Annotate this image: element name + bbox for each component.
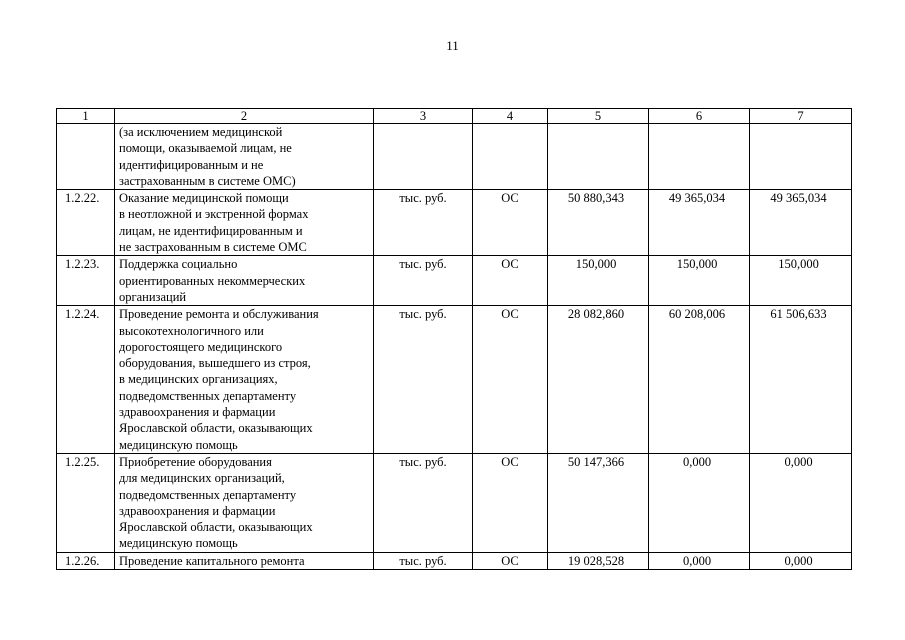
row-value-col5: 50 147,366 — [548, 453, 649, 552]
row-name-line: ориентированных некоммерческих — [119, 273, 306, 288]
row-value-col5: 28 082,860 — [548, 306, 649, 454]
column-header: 6 — [649, 109, 750, 124]
column-header: 4 — [473, 109, 548, 124]
row-value-col6 — [649, 124, 750, 190]
row-value-col6: 60 208,006 — [649, 306, 750, 454]
row-value-col7: 0,000 — [750, 453, 852, 552]
row-name-line: идентифицированным и не — [119, 157, 264, 172]
row-name — [115, 190, 374, 256]
row-name — [115, 453, 374, 552]
row-name-line: Ярославской области, оказывающих — [119, 520, 313, 535]
row-source: ОС — [473, 552, 548, 569]
row-number: 1.2.24. — [57, 306, 115, 454]
row-name-line: Оказание медицинской помощи — [119, 191, 289, 206]
data-table — [56, 108, 852, 570]
row-unit — [374, 124, 473, 190]
row-name-line: медицинскую помощь — [119, 536, 238, 551]
table-row — [57, 190, 852, 256]
row-name-line: оборудования, вышедшего из строя, — [119, 356, 311, 371]
row-name-line: Проведение ремонта и обслуживания — [119, 307, 319, 322]
row-name — [115, 124, 374, 190]
row-name-line: для медицинских организаций, — [119, 471, 285, 486]
row-value-col7: 0,000 — [750, 552, 852, 569]
table-row — [57, 552, 852, 569]
row-name-line: помощи, оказываемой лицам, не — [119, 141, 292, 156]
column-header: 2 — [115, 109, 374, 124]
row-name-line: не застрахованным в системе ОМС — [119, 240, 307, 255]
row-value-col5: 19 028,528 — [548, 552, 649, 569]
row-name-line: медицинскую помощь — [119, 437, 238, 452]
table-row — [57, 306, 852, 454]
row-name — [115, 552, 374, 569]
column-header: 7 — [750, 109, 852, 124]
row-name-line: дорогостоящего медицинского — [119, 339, 283, 354]
column-header: 3 — [374, 109, 473, 124]
row-name-line: лицам, не идентифицированным и — [119, 223, 303, 238]
row-value-col7: 61 506,633 — [750, 306, 852, 454]
row-value-col7 — [750, 124, 852, 190]
row-name-line: здравоохранения и фармации — [119, 503, 276, 518]
page-number: 11 — [446, 38, 459, 53]
row-unit: тыс. руб. — [374, 306, 473, 454]
row-value-col5 — [548, 124, 649, 190]
row-name-line: подведомственных департаменту — [119, 487, 297, 502]
row-value-col6: 0,000 — [649, 552, 750, 569]
row-name-line: застрахованным в системе ОМС) — [119, 173, 296, 188]
row-source: ОС — [473, 190, 548, 256]
row-unit: тыс. руб. — [374, 256, 473, 306]
row-name-line: (за исключением медицинской — [119, 125, 283, 139]
table-row — [57, 256, 852, 306]
column-header: 1 — [57, 109, 115, 124]
row-source: ОС — [473, 256, 548, 306]
row-source: ОС — [473, 453, 548, 552]
row-name-line: Поддержка социально — [119, 257, 238, 272]
row-name-line: Проведение капитального ремонта — [119, 553, 305, 568]
row-name-line: здравоохранения и фармации — [119, 405, 276, 420]
row-unit: тыс. руб. — [374, 190, 473, 256]
row-value-col5: 150,000 — [548, 256, 649, 306]
row-number: 1.2.25. — [57, 453, 115, 552]
row-name-line: в медицинских организациях, — [119, 372, 278, 387]
row-value-col5: 50 880,343 — [548, 190, 649, 256]
column-header: 5 — [548, 109, 649, 124]
row-number: 1.2.22. — [57, 190, 115, 256]
row-name — [115, 256, 374, 306]
row-name — [115, 306, 374, 454]
row-unit: тыс. руб. — [374, 453, 473, 552]
row-number: 1.2.26. — [57, 552, 115, 569]
row-source — [473, 124, 548, 190]
header-row — [57, 109, 852, 124]
row-number — [57, 124, 115, 190]
row-source: ОС — [473, 306, 548, 454]
table-row — [57, 453, 852, 552]
row-value-col7: 49 365,034 — [750, 190, 852, 256]
row-number: 1.2.23. — [57, 256, 115, 306]
row-value-col6: 49 365,034 — [649, 190, 750, 256]
row-name-line: высокотехнологичного или — [119, 323, 264, 338]
row-name-line: организаций — [119, 289, 187, 304]
row-name-line: в неотложной и экстренной формах — [119, 207, 309, 222]
row-value-col6: 150,000 — [649, 256, 750, 306]
table-row — [57, 124, 852, 190]
row-name-line: Ярославской области, оказывающих — [119, 421, 313, 436]
row-name-line: подведомственных департаменту — [119, 388, 297, 403]
row-name-line: Приобретение оборудования — [119, 454, 272, 469]
row-unit: тыс. руб. — [374, 552, 473, 569]
row-value-col7: 150,000 — [750, 256, 852, 306]
row-value-col6: 0,000 — [649, 453, 750, 552]
